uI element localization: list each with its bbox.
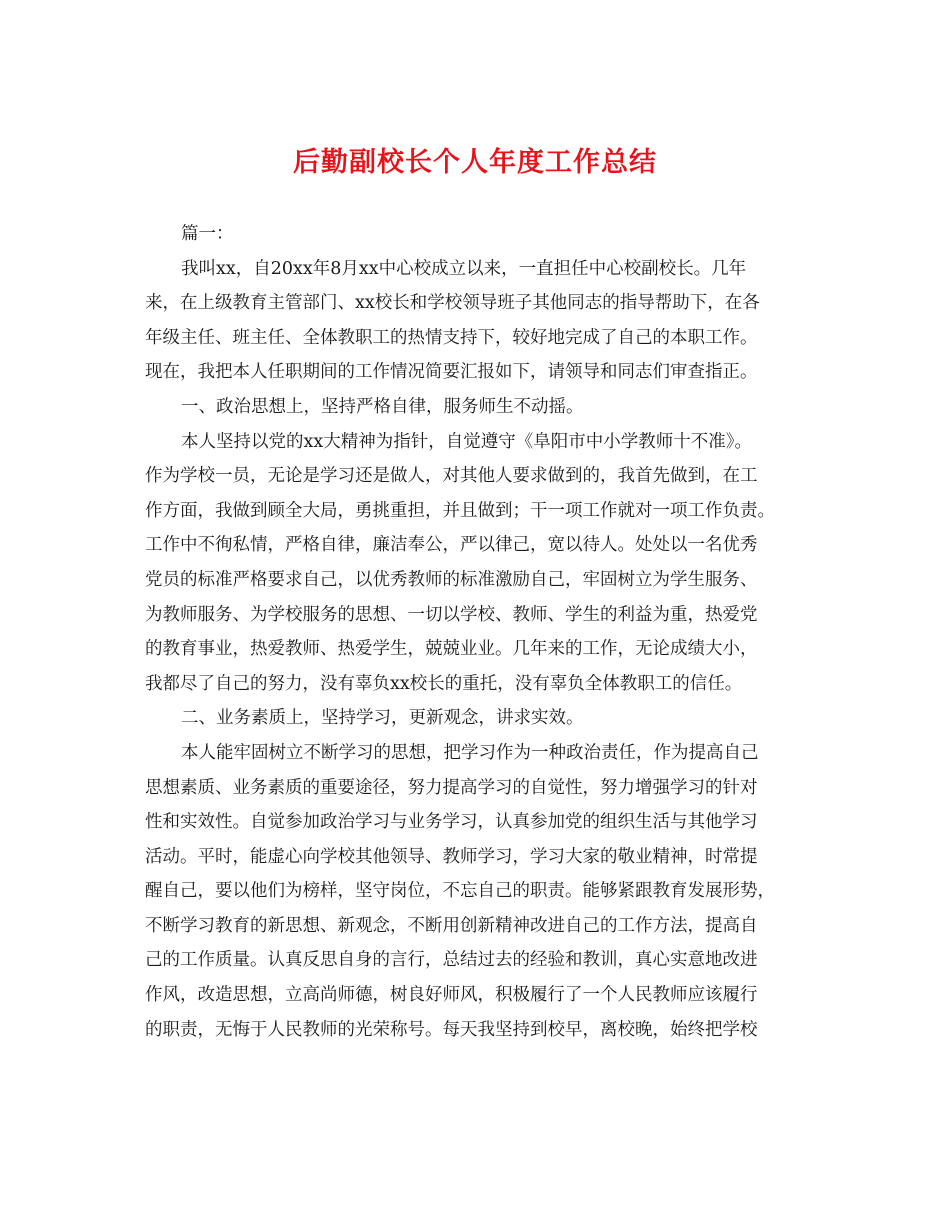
text-line: 工作中不徇私情，严格自律，廉洁奉公，严以律己，宽以待人。处处以一名优秀 [145,535,758,556]
text-line: 不断学习教育的新思想、新观念，不断用创新精神改进自己的工作方法，提高自 [145,915,758,936]
text-line: 现在，我把本人任职期间的工作情况简要汇报如下，请领导和同志们审查指正。 [145,362,758,383]
text-line: 来，在上级教育主管部门、xx校长和学校领导班子其他同志的指导帮助下，在各 [145,293,760,314]
text-line: 作风，改造思想，立高尚师德，树良好师风，积极履行了一个人民教师应该履行 [145,985,758,1006]
text-line: 我叫xx，自20xx年8月xx中心校成立以来，一直担任中心校副校长。几年 [181,258,747,279]
text-line: 党员的标准严格要求自己，以优秀教师的标准激励自己，牢固树立为学生服务、 [145,569,758,590]
text-line: 我都尽了自己的努力，没有辜负xx校长的重托，没有辜负全体教职工的信任。 [145,673,743,694]
text-line: 作为学校一员，无论是学习还是做人，对其他人要求做到的，我首先做到，在工 [145,466,758,487]
text-line: 的职责，无悔于人民教师的光荣称号。每天我坚持到校早，离校晚，始终把学校 [145,1019,758,1040]
text-line: 本人能牢固树立不断学习的思想，把学习作为一种政治责任，作为提高自己 [181,742,759,763]
text-line: 己的工作质量。认真反思自身的言行，总结过去的经验和教训，真心实意地改进 [145,950,758,971]
text-line: 思想素质、业务素质的重要途径，努力提高学习的自觉性，努力增强学习的针对 [145,777,758,798]
text-line: 醒自己，要以他们为榜样，坚守岗位，不忘自己的职责。能够紧跟教育发展形势， [145,881,775,902]
text-line: 活动。平时，能虚心向学校其他领导、教师学习，学习大家的敬业精神，时常提 [145,846,758,867]
text-line: 为教师服务、为学校服务的思想、一切以学校、教师、学生的利益为重，热爱党 [145,604,758,625]
text-line: 年级主任、班主任、全体教职工的热情支持下，较好地完成了自己的本职工作。 [145,327,758,348]
text-line: 作方面，我做到顾全大局，勇挑重担，并且做到；干一项工作就对一项工作负责。 [145,500,775,521]
document-body [145,217,810,1047]
text-line: 本人坚持以党的xx大精神为指针，自觉遵守《阜阳市中小学教师十不准》。 [181,431,752,452]
text-line: 篇一： [181,224,234,244]
document-title: 后勤副校长个人年度工作总结 [293,147,657,178]
text-line: 二、业务素质上，坚持学习，更新观念，讲求实效。 [181,708,584,729]
text-line: 性和实效性。自觉参加政治学习与业务学习，认真参加党的组织生活与其他学习 [145,812,758,833]
text-line: 的教育事业，热爱教师、热爱学生，兢兢业业。几年来的工作，无论成绩大小， [145,639,758,660]
text-line: 一、政治思想上，坚持严格自律，服务师生不动摇。 [181,396,584,417]
